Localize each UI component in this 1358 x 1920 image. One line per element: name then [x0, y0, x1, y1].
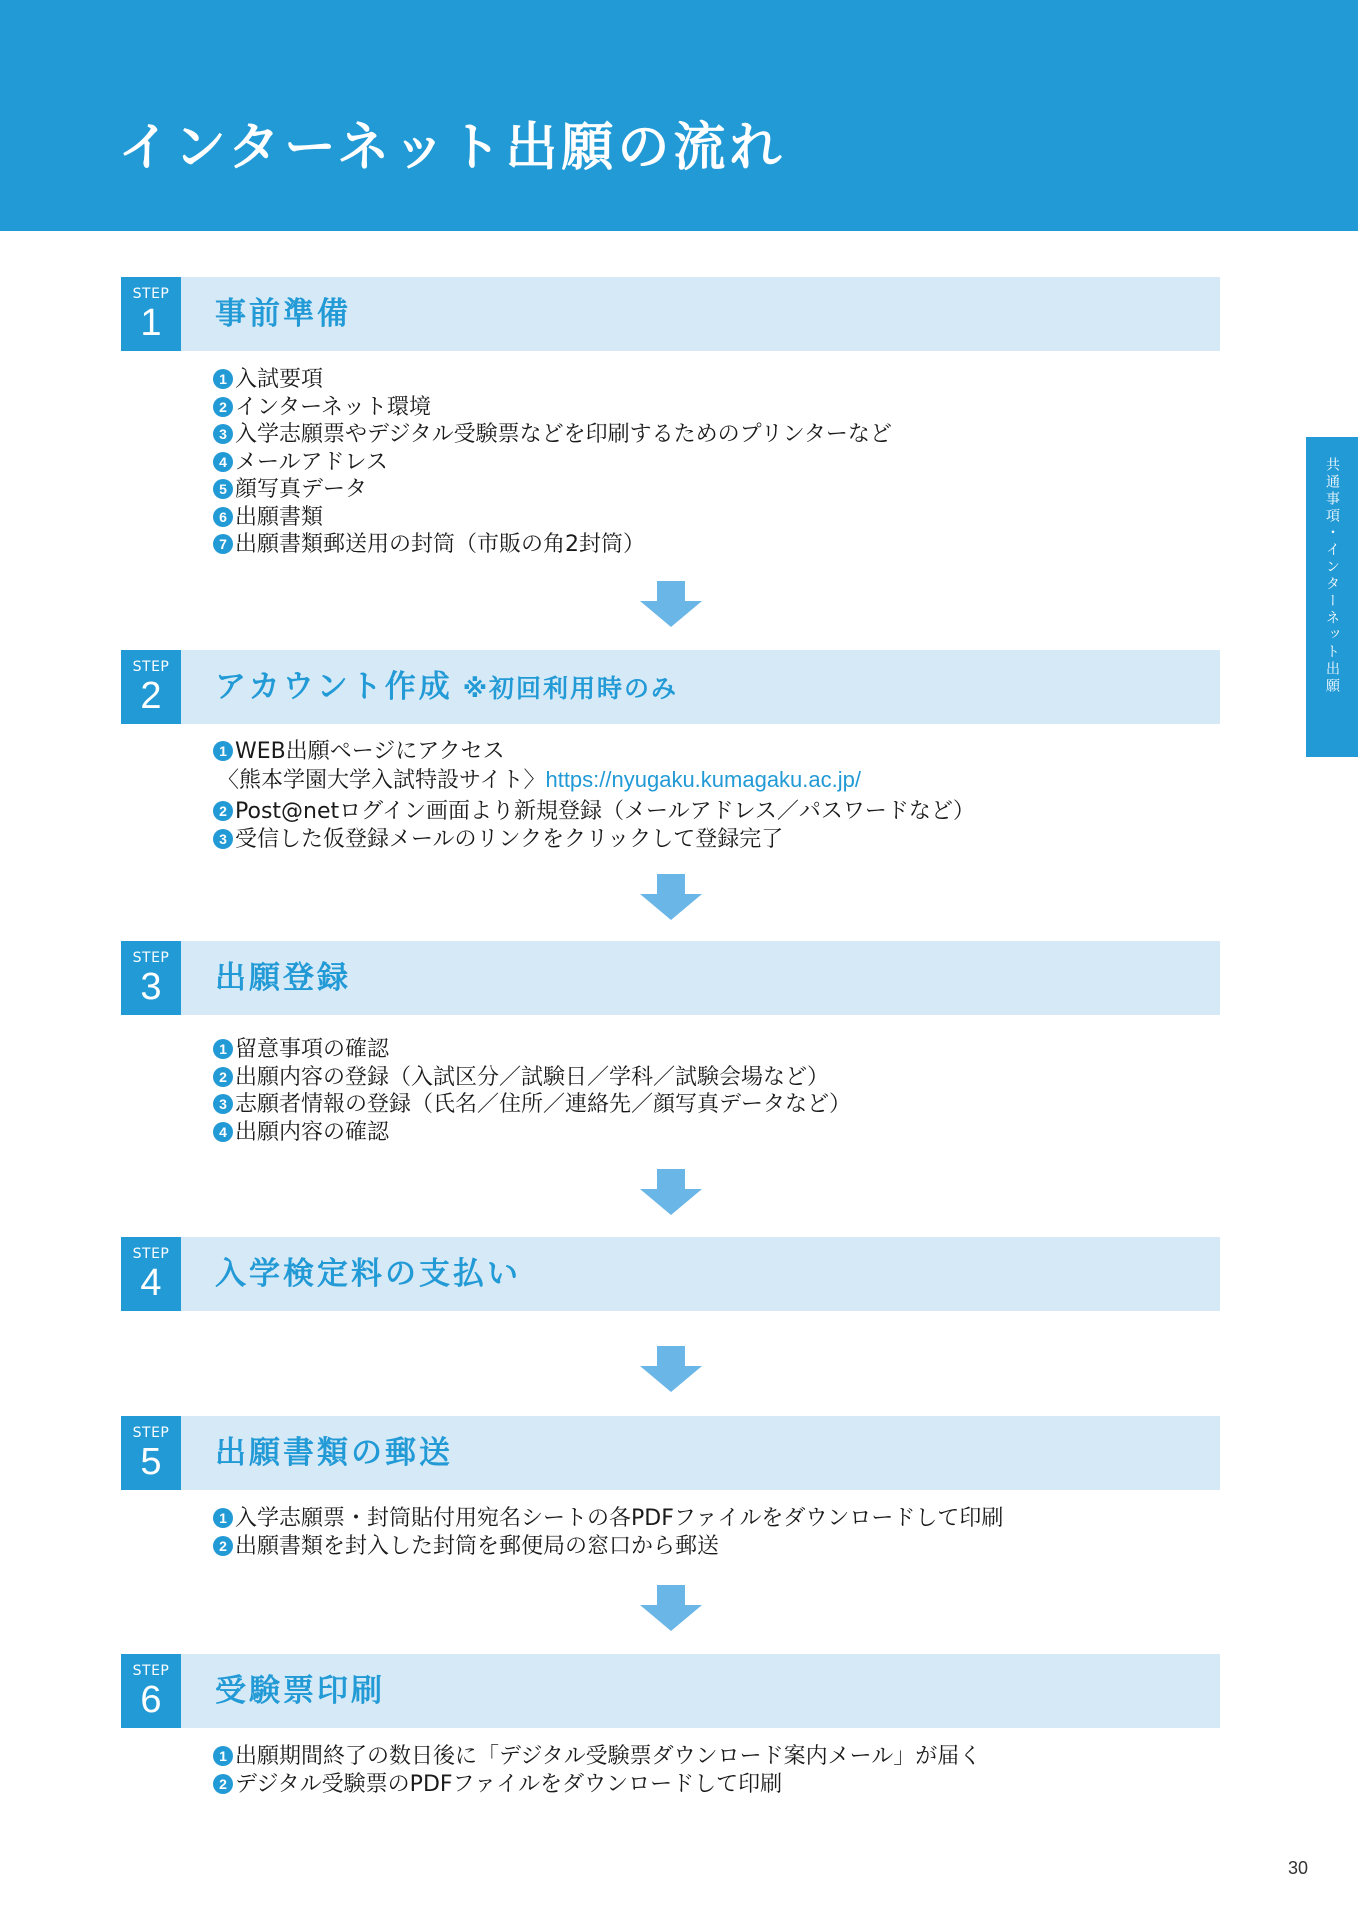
item-text: 出願書類を封入した封筒を郵便局の窓口から郵送 — [235, 1533, 720, 1559]
number-circle-icon: 1 — [213, 741, 233, 761]
item-text: 入学志願票・封筒貼付用宛名シートの各PDFファイルをダウンロードして印刷 — [235, 1506, 1004, 1531]
number-circle-icon: 2 — [213, 801, 233, 821]
down-arrow-icon — [640, 874, 702, 920]
down-arrow-icon — [640, 1169, 702, 1215]
number-circle-icon: 2 — [213, 1536, 233, 1556]
down-arrow-icon — [640, 1346, 702, 1392]
step-word: STEP — [132, 1425, 170, 1441]
step-title: 受験票印刷 — [215, 1673, 385, 1709]
step-badge — [121, 650, 181, 724]
item-text: 入試要項 — [235, 367, 324, 392]
step-6-items — [213, 1743, 981, 1798]
list-item — [213, 531, 892, 559]
step-5-items — [213, 1505, 1003, 1560]
item-text: デジタル受験票のPDFファイルをダウンロードして印刷 — [235, 1771, 783, 1797]
step-1-header — [121, 277, 1220, 351]
step-word: STEP — [132, 286, 170, 302]
step-number: 1 — [140, 302, 162, 344]
number-circle-icon: 2 — [213, 1067, 233, 1087]
list-item — [213, 1091, 851, 1119]
down-arrow-icon — [640, 581, 702, 627]
step-badge — [121, 1654, 181, 1728]
number-circle-icon: 4 — [213, 452, 233, 472]
step-5-header — [121, 1416, 1220, 1490]
item-text: Post@netログイン画面より新規登録（メールアドレス／パスワードなど） — [235, 799, 975, 824]
site-name: 〈熊本学園大学入試特設サイト〉 — [217, 767, 546, 793]
side-tab-label: 共通事項・インターネット出願 — [1324, 457, 1340, 695]
item-text: 出願内容の確認 — [235, 1119, 390, 1145]
number-circle-icon: 1 — [213, 1508, 233, 1528]
number-circle-icon: 7 — [213, 534, 233, 554]
list-item — [213, 1533, 1003, 1561]
item-text: 留意事項の確認 — [235, 1037, 390, 1062]
list-item — [213, 1064, 851, 1092]
number-circle-icon: 6 — [213, 507, 233, 527]
item-text: 志願者情報の登録（氏名／住所／連絡先／顔写真データなど） — [235, 1092, 852, 1117]
side-tab — [1306, 437, 1358, 757]
step-number: 5 — [140, 1441, 162, 1483]
number-circle-icon: 4 — [213, 1122, 233, 1142]
number-circle-icon: 3 — [213, 1094, 233, 1114]
page-title: インターネット出願の流れ — [118, 118, 786, 178]
list-item — [213, 738, 975, 794]
item-text: 出願期間終了の数日後に「デジタル受験票ダウンロード案内メール」が届く — [235, 1744, 982, 1769]
list-item — [213, 1036, 851, 1064]
step-word: STEP — [132, 1663, 170, 1679]
list-item — [213, 1771, 981, 1799]
list-item — [213, 366, 892, 394]
item-text: 入学志願票やデジタル受験票などを印刷するためのプリンターなど — [235, 422, 892, 447]
step-3-header — [121, 941, 1220, 1015]
list-item — [213, 1505, 1003, 1533]
step-6-header — [121, 1654, 1220, 1728]
list-item — [213, 504, 892, 532]
item-text: 受信した仮登録メールのリンクをクリックして登録完了 — [235, 826, 784, 852]
step-1-items — [213, 366, 892, 559]
step-title — [215, 650, 678, 724]
step-badge — [121, 1416, 181, 1490]
page-number: 30 — [1288, 1858, 1309, 1878]
list-item — [213, 826, 975, 854]
down-arrow-icon — [640, 1585, 702, 1631]
number-circle-icon: 2 — [213, 1774, 233, 1794]
number-circle-icon: 1 — [213, 1746, 233, 1766]
item-text: 顔写真データ — [235, 477, 368, 502]
step-number: 4 — [140, 1262, 162, 1304]
step-number: 6 — [140, 1679, 162, 1721]
list-item — [213, 1743, 981, 1771]
step-badge — [121, 941, 181, 1015]
list-item — [213, 1119, 851, 1147]
step-title-text: アカウント作成 — [215, 669, 453, 705]
number-circle-icon: 2 — [213, 397, 233, 417]
number-circle-icon: 5 — [213, 479, 233, 499]
number-circle-icon: 3 — [213, 424, 233, 444]
step-title: 入学検定料の支払い — [215, 1256, 521, 1292]
item-sub-line — [213, 766, 975, 795]
step-word: STEP — [132, 950, 170, 966]
list-item — [213, 421, 892, 449]
number-circle-icon: 1 — [213, 1039, 233, 1059]
item-text: 出願書類 — [235, 504, 324, 530]
list-item — [213, 449, 892, 477]
item-text: メールアドレス — [235, 449, 388, 475]
step-number: 3 — [140, 966, 162, 1008]
step-title: 出願登録 — [215, 960, 351, 996]
step-4-header — [121, 1237, 1220, 1311]
site-url-link[interactable]: https://nyugaku.kumagaku.ac.jp/ — [545, 766, 861, 792]
list-item — [213, 476, 892, 504]
number-circle-icon: 1 — [213, 369, 233, 389]
step-2-items — [213, 738, 975, 853]
step-title: 事前準備 — [215, 296, 351, 332]
step-note: ※初回利用時のみ — [462, 674, 679, 703]
step-title: 出願書類の郵送 — [215, 1435, 453, 1471]
item-text: 出願書類郵送用の封筒（市販の角2封筒） — [235, 532, 645, 557]
step-3-items — [213, 1036, 851, 1146]
step-word: STEP — [132, 1246, 170, 1262]
step-badge — [121, 1237, 181, 1311]
item-text: 出願内容の登録（入試区分／試験日／学科／試験会場など） — [235, 1064, 830, 1090]
step-2-header — [121, 650, 1220, 724]
number-circle-icon: 3 — [213, 829, 233, 849]
item-text: WEB出願ページにアクセス — [235, 739, 505, 764]
step-word: STEP — [132, 659, 170, 675]
list-item — [213, 798, 975, 826]
step-badge — [121, 277, 181, 351]
step-number: 2 — [140, 675, 162, 717]
item-text: インターネット環境 — [235, 394, 432, 420]
list-item — [213, 394, 892, 422]
